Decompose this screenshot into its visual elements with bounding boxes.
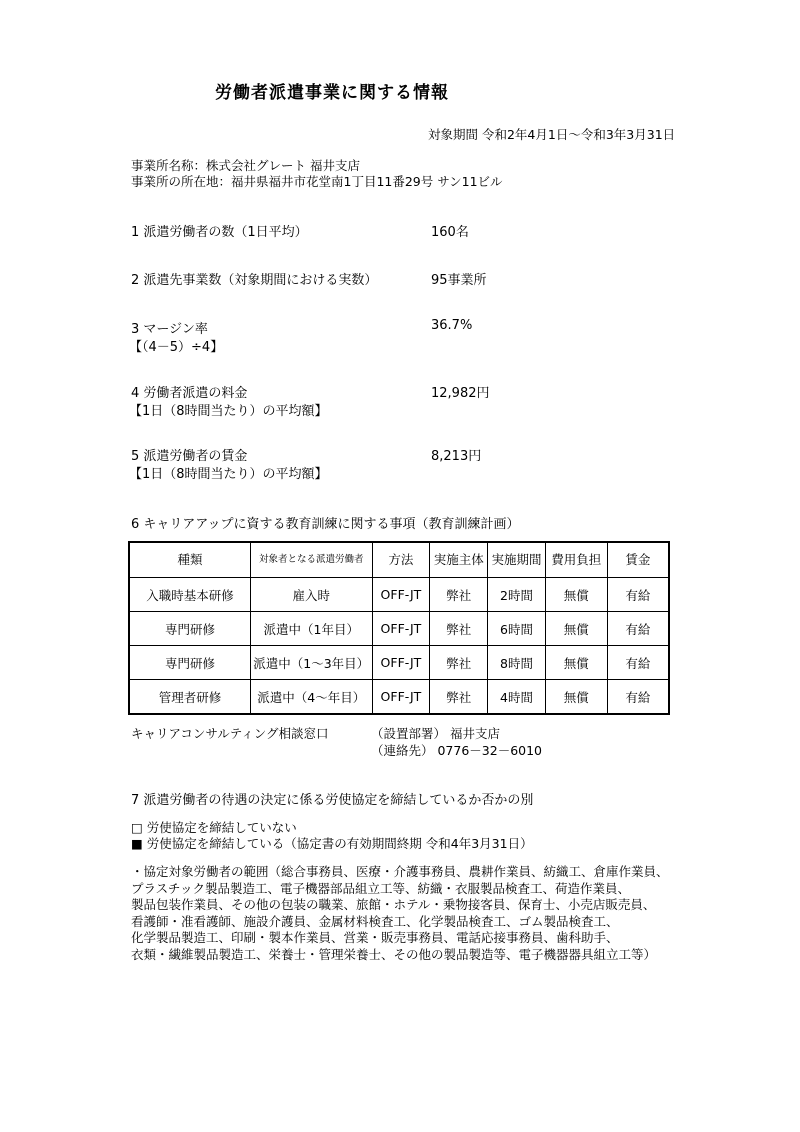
career-consult-contact: （連絡先） 0776－32－6010	[371, 743, 543, 758]
item-1-value: 160名	[431, 225, 469, 240]
agreement-scope-text	[131, 864, 771, 963]
scope-line: プラスチック製品製造工、電子機器部品組立工等、紡織・衣服製品検査工、荷造作業員、	[131, 880, 631, 896]
scope-line: 製品包装作業員、その他の包装の職業、旅館・ホテル・乗物接客員、保育士、小売店販売員、	[131, 897, 656, 912]
item-5-sub: 【1日（8時間当たり）の平均額】	[129, 467, 328, 482]
cell-target: 派遣中（1～3年目）	[250, 646, 372, 680]
table-row	[129, 646, 669, 680]
scope-line: 化学製品製造工、印刷・製本作業員、営業・販売事務員、電話応接事務員、歯科助手、	[131, 930, 619, 945]
cell-duration: 4時間	[488, 680, 546, 715]
cell-duration: 6時間	[488, 612, 546, 646]
item-2-value: 95事業所	[431, 273, 487, 288]
cell-wage: 有給	[607, 612, 669, 646]
table-row	[129, 578, 669, 612]
item-3-sub: 【（4－5）÷4】	[129, 340, 224, 355]
cell-provider: 弊社	[430, 646, 488, 680]
career-consult-dept: （設置部署） 福井支店	[371, 726, 500, 741]
cell-duration: 8時間	[488, 646, 546, 680]
item-5-label: 5 派遣労働者の賃金	[131, 449, 248, 464]
cell-cost: 無償	[545, 612, 607, 646]
header-target: 対象者となる派遣労働者	[250, 542, 372, 578]
item-5-value: 8,213円	[431, 449, 482, 464]
header-cost: 費用負担	[545, 542, 607, 578]
cell-kind: 管理者研修	[129, 680, 250, 715]
training-table	[128, 541, 670, 715]
item-1-label: 1 派遣労働者の数（1日平均）	[131, 225, 308, 240]
cell-provider: 弊社	[430, 612, 488, 646]
target-period: 対象期間 令和2年4月1日～令和3年3月31日	[428, 127, 676, 142]
cell-wage: 有給	[607, 646, 669, 680]
section-7-heading: 7 派遣労働者の待遇の決定に係る労使協定を締結しているか否かの別	[131, 793, 534, 808]
table-row	[129, 680, 669, 715]
cell-cost: 無償	[545, 680, 607, 715]
item-2-label: 2 派遣先事業数（対象期間における実数）	[131, 273, 378, 288]
cell-cost: 無償	[545, 646, 607, 680]
page-title: 労働者派遣事業に関する情報	[215, 83, 449, 103]
item-4-value: 12,982円	[431, 386, 490, 401]
header-wage: 賃金	[607, 542, 669, 578]
item-4-label: 4 労働者派遣の料金	[131, 386, 248, 401]
scope-line: ・協定対象労働者の範囲（総合事務員、医療・介護事務員、農耕作業員、紡織工、倉庫作業員、	[131, 864, 669, 879]
header-method: 方法	[372, 542, 430, 578]
cell-provider: 弊社	[430, 578, 488, 612]
cell-method: OFF-JT	[372, 680, 430, 715]
cell-method: OFF-JT	[372, 612, 430, 646]
cell-wage: 有給	[607, 578, 669, 612]
agreement-concluded: ■ 労使協定を締結している（協定書の有効期間終期 令和4年3月31日）	[131, 836, 533, 851]
office-address: 事業所の所在地：福井県福井市花堂南1丁目11番29号 サン11ビル	[131, 174, 503, 189]
cell-kind: 専門研修	[129, 612, 250, 646]
cell-cost: 無償	[545, 578, 607, 612]
section-6-heading: 6 キャリアアップに資する教育訓練に関する事項（教育訓練計画）	[131, 517, 520, 532]
cell-target: 雇入時	[250, 578, 372, 612]
agreement-not-concluded: □ 労使協定を締結していない	[131, 820, 297, 835]
table-header-row	[129, 542, 669, 578]
scope-line: 衣類・繊維製品製造工、栄養士・管理栄養士、その他の製品製造等、電子機器器具組立工等）	[131, 946, 657, 962]
scope-line: 看護師・准看護師、施設介護員、金属材料検査工、化学製品検査工、ゴム製品検査工、	[131, 913, 619, 929]
cell-provider: 弊社	[430, 680, 488, 715]
header-duration: 実施期間	[488, 542, 546, 578]
cell-kind: 入職時基本研修	[129, 578, 250, 612]
cell-duration: 2時間	[488, 578, 546, 612]
office-name: 事業所名称：株式会社グレート 福井支店	[131, 158, 360, 173]
item-3-value: 36.7%	[431, 318, 473, 333]
header-kind: 種類	[129, 542, 250, 578]
cell-kind: 専門研修	[129, 646, 250, 680]
cell-target: 派遣中（1年目）	[250, 612, 372, 646]
cell-target: 派遣中（4～年目）	[250, 680, 372, 715]
cell-method: OFF-JT	[372, 578, 430, 612]
cell-wage: 有給	[607, 680, 669, 715]
header-provider: 実施主体	[430, 542, 488, 578]
item-3-label: 3 マージン率	[131, 322, 208, 337]
item-4-sub: 【1日（8時間当たり）の平均額】	[129, 404, 328, 419]
career-consult-label: キャリアコンサルティング相談窓口	[131, 726, 329, 741]
cell-method: OFF-JT	[372, 646, 430, 680]
table-row	[129, 612, 669, 646]
